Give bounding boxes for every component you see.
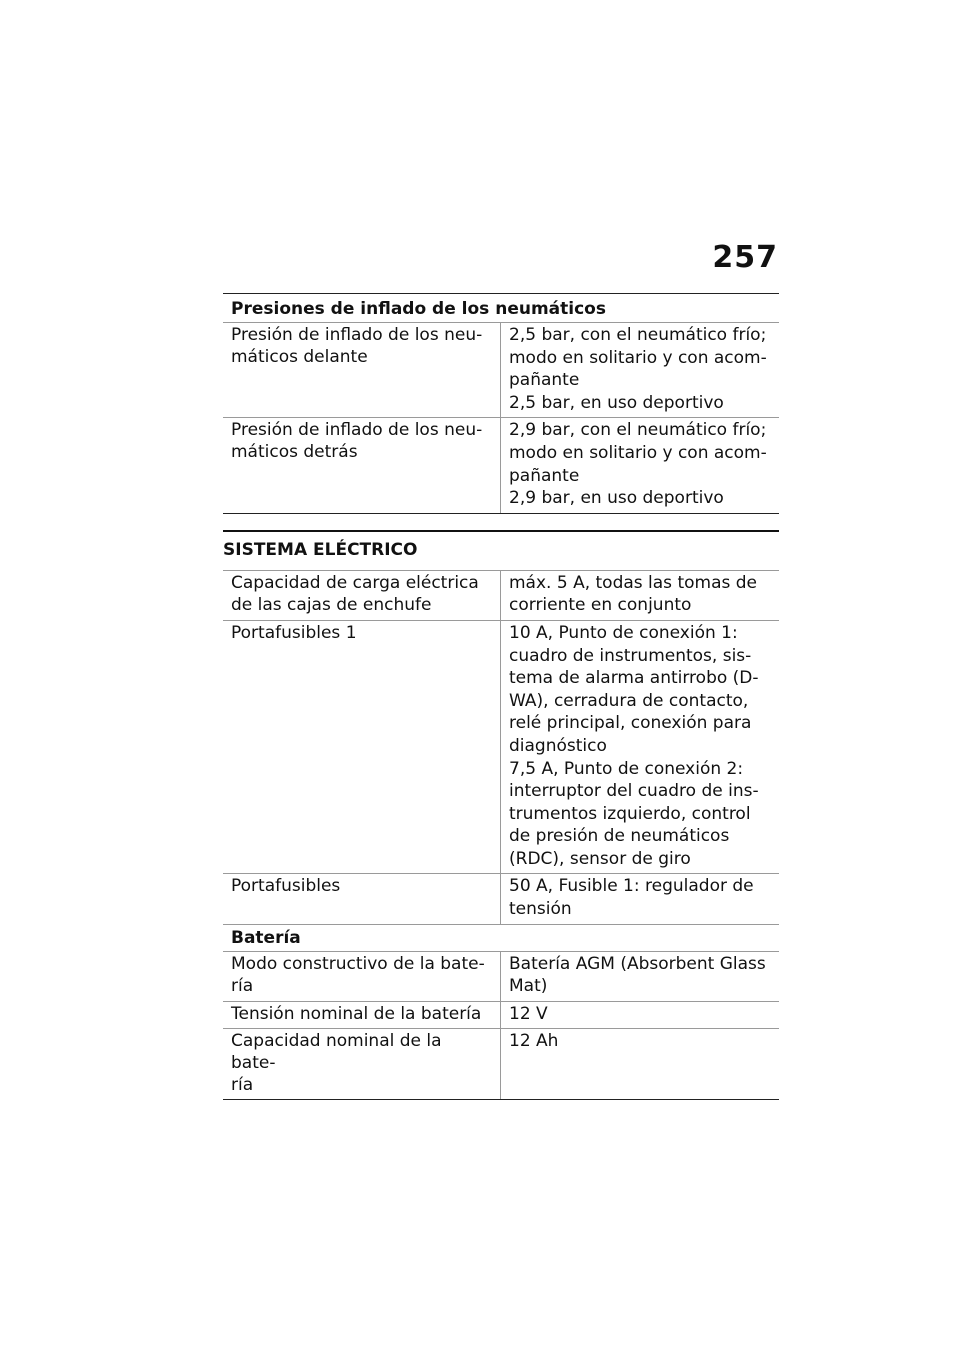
label-line: máticos detrás [231, 442, 358, 463]
table-row [223, 571, 779, 621]
spec-value [501, 418, 779, 512]
table-row [223, 874, 779, 924]
section-title-electrical: SISTEMA ELÉCTRICO [223, 530, 779, 571]
value-line: interruptor del cuadro de ins- [509, 781, 759, 802]
value-line: 50 A, Fusible 1: regulador de [509, 876, 754, 897]
spec-label [223, 874, 501, 923]
label-line: de las cajas de enchufe [231, 594, 432, 615]
page-number: 257 [712, 240, 778, 275]
label-line: Modo constructivo de la bate- [231, 953, 485, 974]
spec-value [501, 1029, 779, 1099]
label-line: máticos delante [231, 347, 368, 367]
table-row [223, 323, 779, 418]
spec-value [501, 1002, 779, 1029]
spec-label [223, 621, 501, 874]
value-line: Mat) [509, 976, 548, 997]
spec-value [501, 952, 779, 1001]
value-line: pañante [509, 465, 580, 486]
value-line: corriente en conjunto [509, 595, 692, 616]
value-line: tensión [509, 899, 572, 920]
table-row [223, 418, 779, 513]
value-line: modo en solitario y con acom- [509, 347, 767, 368]
value-line: relé principal, conexión para [509, 713, 752, 734]
value-line: cuadro de instrumentos, sis- [509, 645, 752, 666]
value-line: tema de alarma antirrobo (D- [509, 668, 759, 689]
value-line: 10 A, Punto de conexión 1: [509, 622, 738, 643]
label-line: Portafusibles 1 [231, 622, 357, 643]
table-row [223, 621, 779, 875]
spec-label [223, 952, 501, 1001]
label-line: ría [231, 1075, 254, 1096]
value-line: 2,5 bar, con el neumático frío; [509, 325, 767, 345]
label-line: Tensión nominal de la batería [231, 1003, 482, 1024]
value-line: 2,9 bar, en uso deportivo [509, 488, 724, 509]
value-line: de presión de neumáticos [509, 826, 730, 847]
spec-label [223, 418, 501, 512]
battery-heading: Batería [231, 927, 301, 948]
value-line: pañante [509, 370, 580, 391]
value-line: diagnóstico [509, 735, 607, 756]
value-line: 7,5 A, Punto de conexión 2: [509, 758, 744, 779]
label-line: Capacidad nominal de la bate- [231, 1031, 442, 1074]
value-line: WA), cerradura de contacto, [509, 690, 749, 711]
label-line: Presión de inflado de los neu- [231, 420, 483, 441]
tyre-pressure-heading: Presiones de inflado de los neumáticos [223, 294, 779, 323]
value-line: (RDC), sensor de giro [509, 848, 691, 869]
label-line: ría [231, 975, 254, 996]
value-line: 12 V [509, 1003, 548, 1024]
electrical-table [223, 571, 779, 1101]
value-line: 12 Ah [509, 1031, 559, 1052]
table-row [223, 1029, 779, 1100]
value-line: trumentos izquierdo, control [509, 803, 751, 824]
value-line: 2,9 bar, con el neumático frío; [509, 420, 767, 441]
spec-value [501, 874, 779, 923]
spec-label [223, 571, 501, 620]
spec-label [223, 1029, 501, 1099]
value-line: modo en solitario y con acom- [509, 442, 767, 463]
spec-value [501, 621, 779, 874]
label-line: Portafusibles [231, 876, 341, 897]
spec-label [223, 323, 501, 417]
spec-label [223, 1002, 501, 1029]
value-line: 2,5 bar, en uso deportivo [509, 392, 724, 413]
table-row [223, 952, 779, 1002]
spec-value [501, 571, 779, 620]
table-row [223, 1002, 779, 1030]
value-line: Batería AGM (Absorbent Glass [509, 953, 766, 974]
spec-content [223, 293, 779, 1100]
spec-value [501, 323, 779, 417]
label-line: Capacidad de carga eléctrica [231, 572, 479, 593]
value-line: máx. 5 A, todas las tomas de [509, 572, 757, 593]
tyre-pressure-table [223, 293, 779, 514]
battery-heading-row [223, 925, 779, 952]
label-line: Presión de inflado de los neu- [231, 325, 483, 345]
